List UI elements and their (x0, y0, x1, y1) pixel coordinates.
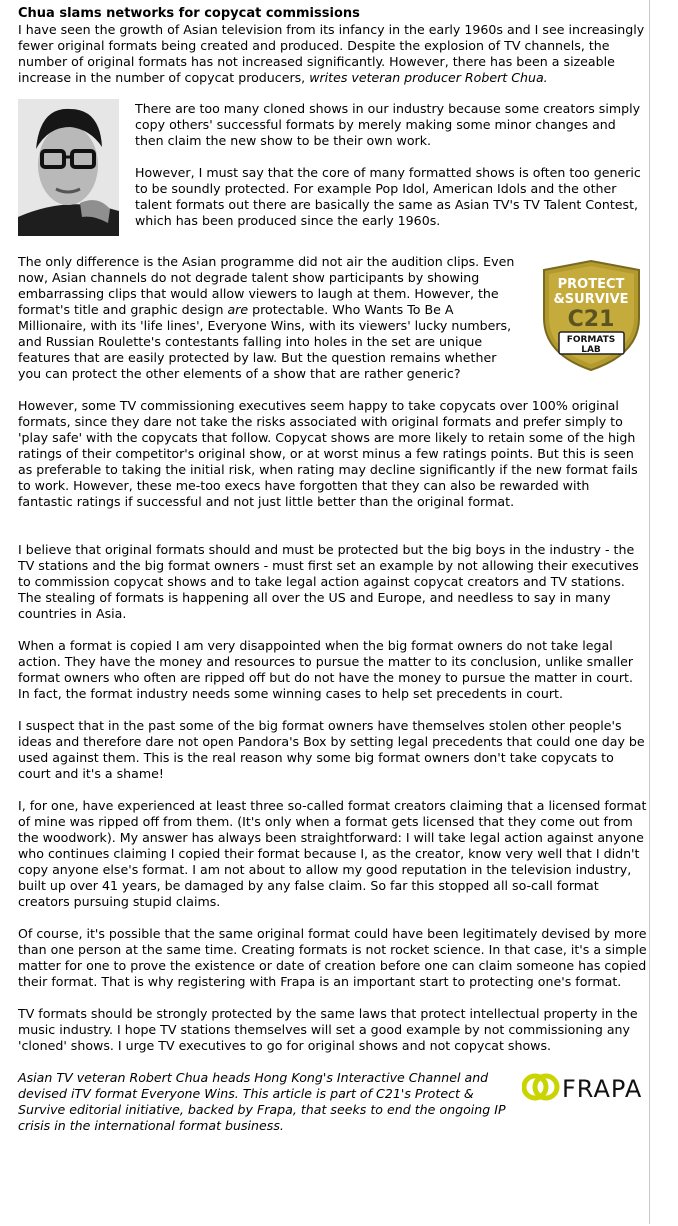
badge-paragraph: The only difference is the Asian programme did not air the audition clips. Even now, Asian channels do not degrade talent show participants by showing embarrassing clips that would allow viewers to laugh at them. However, the format's title and graphic design are protectable. Who Wants To Be A Millionaire, with its 'life lines', Everyone Wins, with its viewers' lucky numbers, and Russian Roulette's contestants falling into holes in the set are unique features that are easily protected by law. But the question remains whether you can protect the other elements of a show that are rather generic? (18, 254, 515, 381)
badge-line4: FORMATS (566, 335, 616, 345)
intro-text: I have seen the growth of Asian television from its infancy in the early 1960s and I see increasingly fewer original formats being created and produced. Despite the explosion of TV channels, the number of original formats has not increased significantly. However, there has been a sizeable increase in the number of copycat producers, (18, 22, 645, 85)
article-title: Chua slams networks for copycat commissions (18, 6, 360, 21)
body-paragraph: Of course, it's possible that the same original format could have been legitimately devised by more than one person at the same time. Creating formats is not rocket science. In that case, it's a simple matter for one to prove the existence or date of creation before one can claim someone has copied their format. That is why registering with Frapa is an important start to protecting one's format. (18, 926, 647, 989)
spacer (18, 526, 648, 542)
intro-paragraph (18, 22, 648, 86)
photo-text (135, 99, 648, 245)
footer-text: Asian TV veteran Robert Chua heads Hong Kong's Interactive Channel and devised iTV format Everyone Wins. This article is part of C21's Protect & Survive editorial initiative, backed by Frapa, that seeks to end the ongoing IP crisis in the international format business. (18, 1070, 506, 1133)
protect-survive-badge (539, 258, 644, 373)
badge-block (18, 254, 648, 398)
body-paragraph: When a format is copied I am very disappointed when the big format owners do not take legal action. They have the money and resources to pursue the matter to its conclusion, unlike smaller format owners who often are ripped off but do not have the money to pursue the matter in court. In fact, the format industry needs some winning cases to help set precedents in court. (18, 638, 634, 701)
badge-line5: LAB (581, 345, 601, 355)
photo-paragraph: However, I must say that the core of many formatted shows is often too generic to be soundly protected. For example Pop Idol, American Idols and the other talent formats out there are basically the same as Asian TV's TV Talent Contest, which has been produced since the early 1960s. (135, 165, 641, 228)
author-footer (18, 1070, 648, 1134)
article (18, 5, 648, 1134)
body-paragraph: TV formats should be strongly protected by the same laws that protect intellectual property in the music industry. I hope TV stations themselves will set a good example by not commissioning any 'cloned' shows. I urge TV executives to go for original shows and not copycat shows. (18, 1006, 638, 1053)
author-photo (18, 99, 119, 236)
photo-block (18, 99, 648, 245)
badge-line2: &SURVIVE (553, 292, 629, 307)
badge-line3: C21 (567, 307, 615, 332)
photo-paragraph: There are too many cloned shows in our industry because some creators simply copy others' successful formats by merely making some minor changes and then claim the new show to be their own work. (135, 101, 641, 148)
frapa-logo-text: FRAPA (562, 1075, 643, 1101)
badge-line1: PROTECT (557, 277, 625, 292)
frapa-logo (522, 1073, 648, 1101)
body-paragraph: However, some TV commissioning executives seem happy to take copycats over 100% original formats, since they dare not take the risks associated with original formats and prefer simply to 'play safe' with the copycats that follow. Copycat shows are more likely to retain some of the high ratings of their competitor's original show, or at worst minus a few ratings points. But this is seen as preferable to taking the initial risk, when rating may decline significantly if the new format fails to work. However, these me-too execs have forgotten that they can also be rewarded with fantastic ratings if successful and not just little better than the original format. (18, 398, 638, 509)
body-paragraph: I suspect that in the past some of the big format owners have themselves stolen other people's ideas and therefore dare not open Pandora's Box by setting legal precedents that could one day be used against them. This is the real reason why some big format owners don't take copycats to court and it's a shame! (18, 718, 645, 781)
body-paragraph: I, for one, have experienced at least three so-called format creators claiming that a licensed format of mine was ripped off from them. (It's only when a format gets licensed that they come out from the woodwork). My answer has always been straightforward: I will take legal action against anyone who continues claiming I copied their format because I, as the creator, know very well that I didn't copy anyone else's format. I am not about to allow my good reputation in the television industry, built up over 41 years, be damaged by any false claim. So far this stopped all so-call format creators pursuing stupid claims. (18, 798, 647, 909)
intro-byline: writes veteran producer Robert Chua. (309, 70, 548, 85)
body-paragraph: I believe that original formats should and must be protected but the big boys in the industry - the TV stations and the big format owners - must first set an example by not allowing their executives to commission copycat shows and to take legal action against copycat creators and TV stations. The stealing of formats is happening all over the US and Europe, and needless to say in many countries in Asia. (18, 542, 639, 621)
